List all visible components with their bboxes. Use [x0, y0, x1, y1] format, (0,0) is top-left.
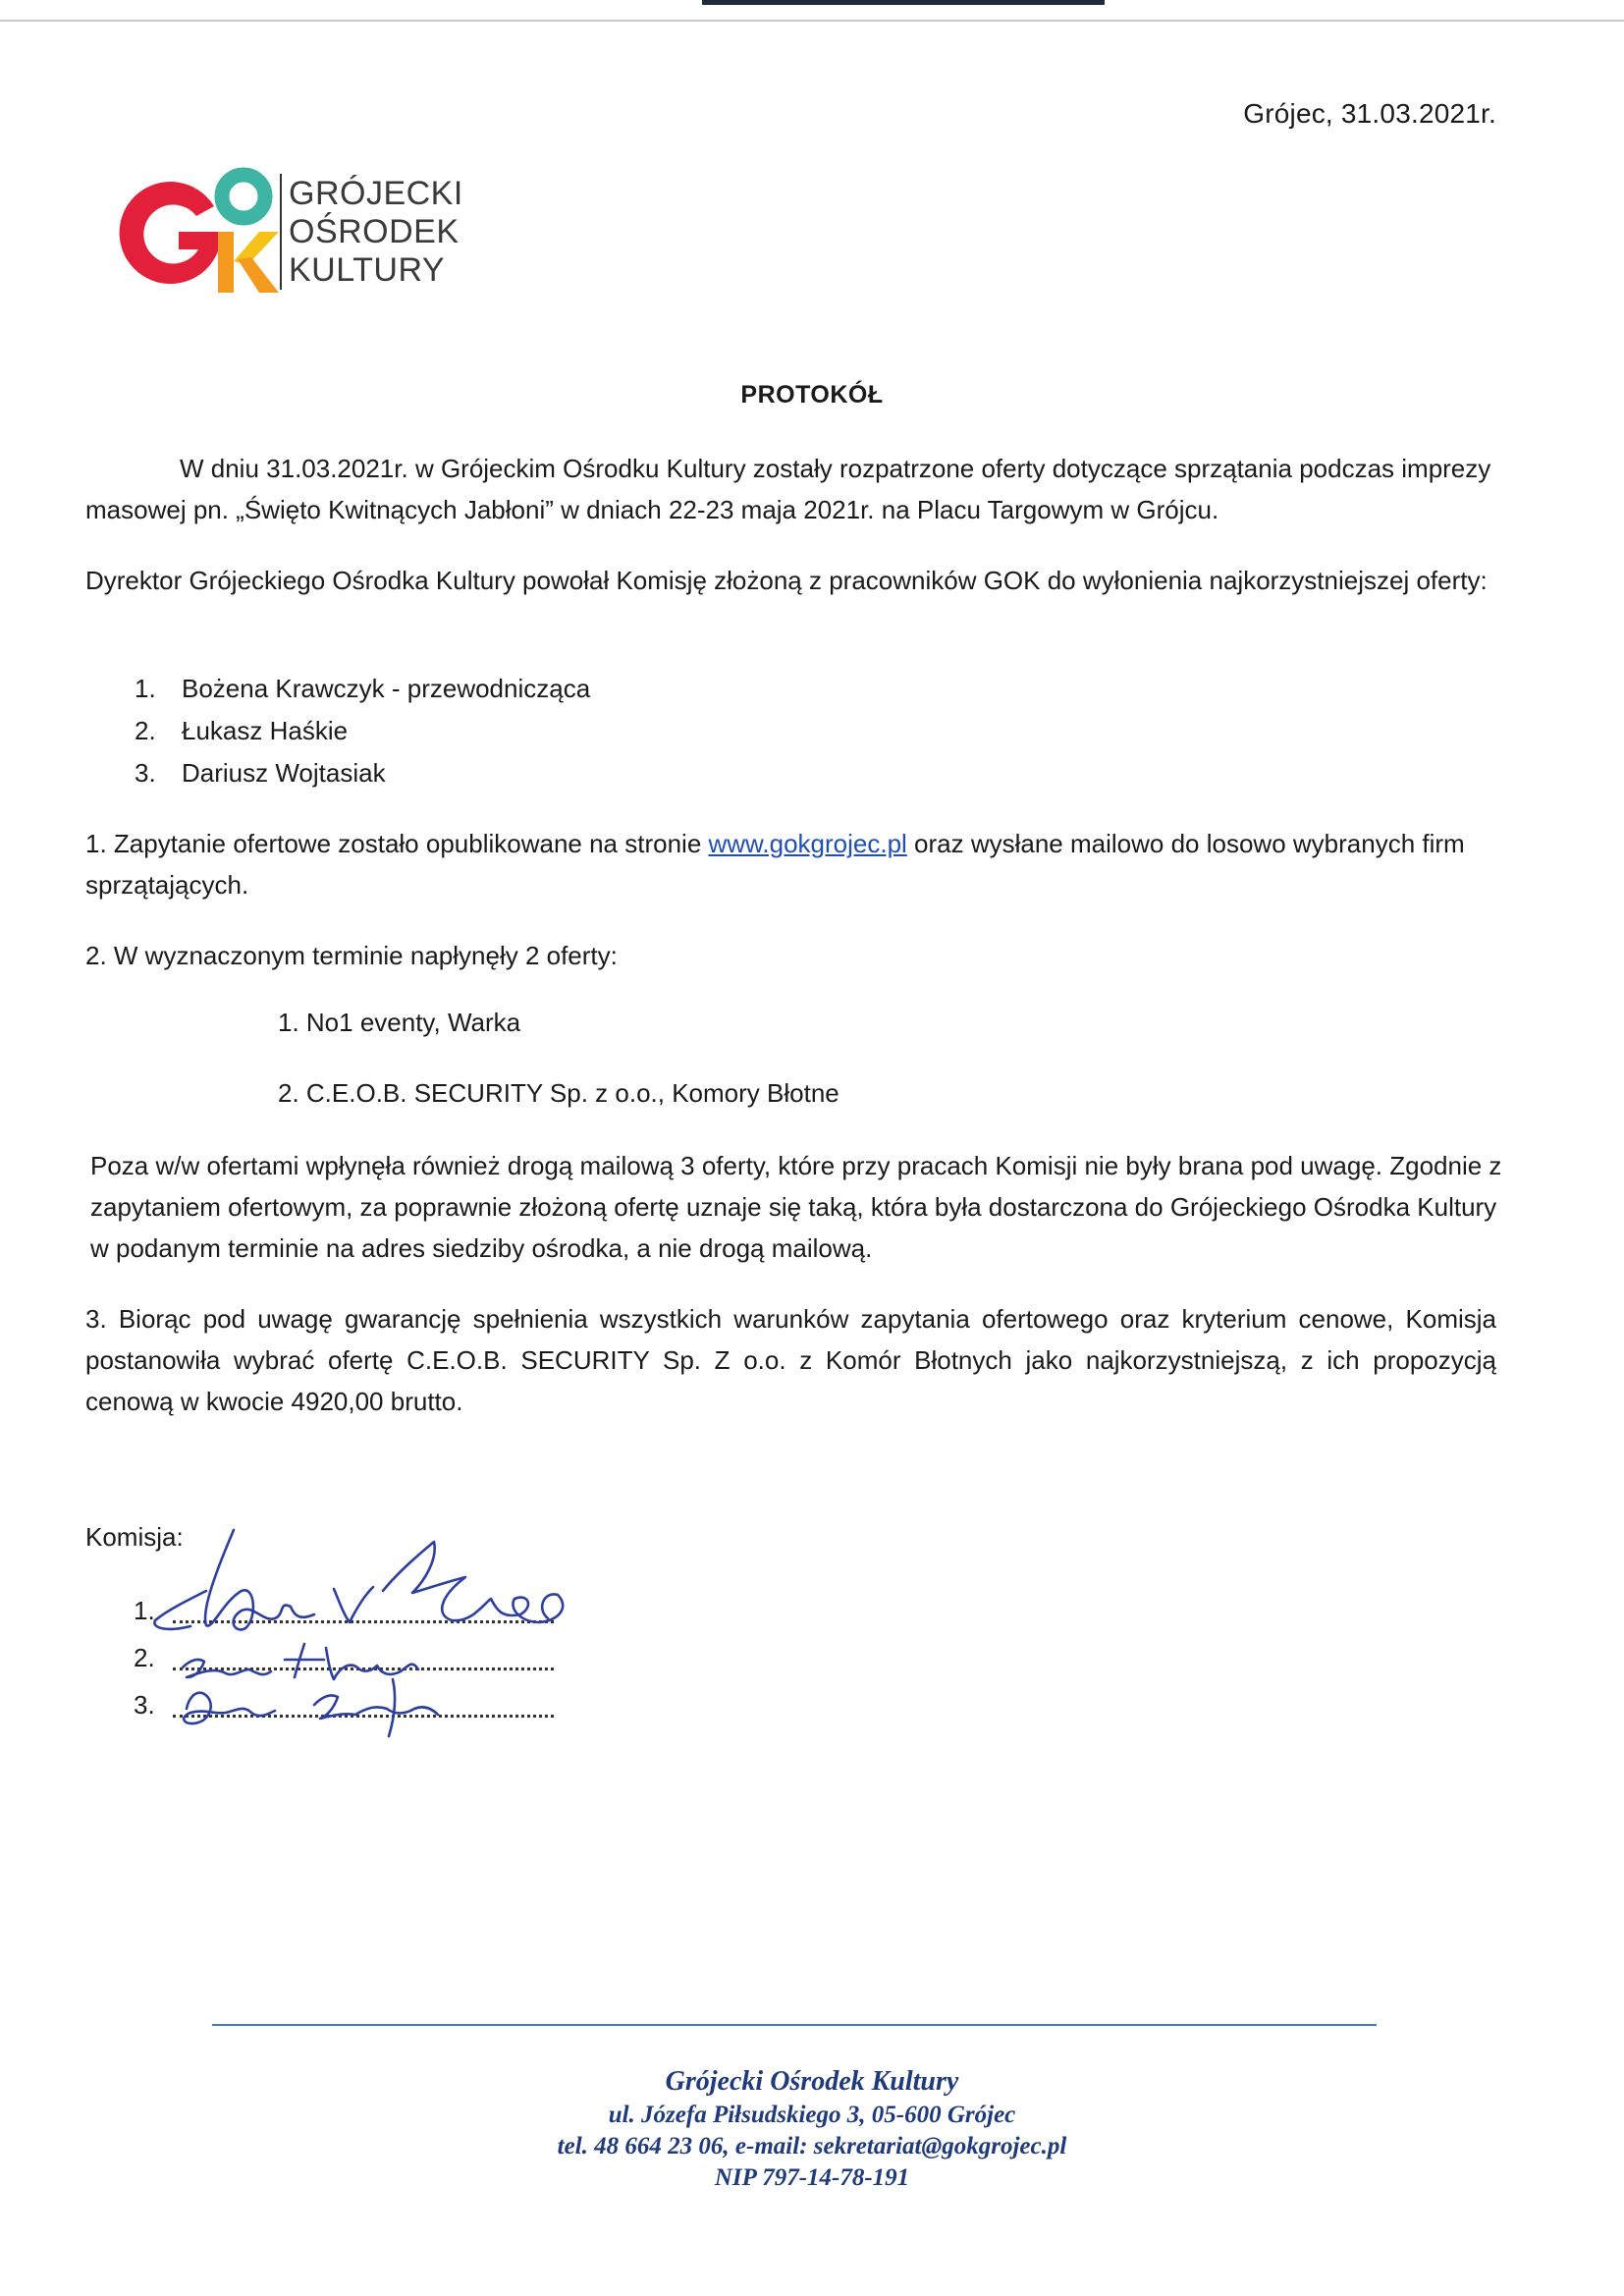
list-item: 2. C.E.O.B. SECURITY Sp. z o.o., Komory Błotne: [278, 1078, 839, 1108]
footer-address: ul. Józefa Piłsudskiego 3, 05-600 Grójec: [608, 2102, 1016, 2128]
handwritten-signatures-icon: [147, 1512, 638, 1738]
footer-org-name: Grójecki Ośrodek Kultury: [665, 2066, 959, 2097]
logo-divider: [280, 174, 282, 290]
intro-paragraph: W dniu 31.03.2021r. w Grójeckim Ośrodku Kultury zostały rozpatrzone oferty dotyczące sprzątania podczas imprezy masowej pn. „Święto Kwitnących Jabłoni” w dniach 22-23 maja 2021r. na Placu Targowym w Grójcu.: [85, 454, 1491, 524]
committee-label: Komisja:: [85, 1522, 184, 1552]
list-item: 2. Łukasz Haśkie: [135, 716, 349, 745]
footer-nip: NIP 797-14-78-191: [714, 2164, 910, 2191]
email-offers-paragraph: Poza w/w ofertami wpłynęła również drogą mailową 3 oferty, które przy pracach Komisji nie były brana pod uwagę. Zgodnie z zapytaniem ofertowym, za poprawnie złożoną ofertę uznaje się taką, która była dostarczona do Grójeckiego Ośrodka Kultury w podanym terminie na adres siedziby ośrodka, a nie drogą mailową.: [90, 1151, 1502, 1263]
logo-line-2: OŚRODEK: [289, 213, 460, 250]
footer-divider: [212, 2024, 1377, 2026]
gok-website-link[interactable]: www.gokgrojec.pl: [708, 829, 907, 858]
footer-contact: tel. 48 664 23 06, e-mail: sekretariat@gokgrojec.pl: [557, 2133, 1067, 2159]
document-title: PROTOKÓŁ: [740, 381, 884, 409]
point-2-paragraph: 2. W wyznaczonym terminie napłynęły 2 oferty:: [85, 941, 618, 970]
offers-list: [278, 1002, 1162, 1143]
logo-line-1: GRÓJECKI: [289, 175, 463, 212]
committee-paragraph: Dyrektor Grójeckiego Ośrodka Kultury powołał Komisję złożoną z pracowników GOK do wyłonienia najkorzystniejszej oferty:: [85, 566, 1488, 595]
point-3-paragraph: 3. Biorąc pod uwagę gwarancję spełnienia wszystkich warunków zapytania ofertowego oraz kryterium cenowe, Komisja postanowiła wybrać ofertę C.E.O.B. SECURITY Sp. Z o.o. z Komór Błotnych jako najkorzystniejszą, z ich propozycją cenową w kwocie 4920,00 brutto.: [85, 1304, 1496, 1416]
gok-logo-mark-icon: [116, 167, 283, 300]
point-1-paragraph: 1. Zapytanie ofertowe zostało opublikowane na stronie www.gokgrojec.pl oraz wysłane mailowo do losowo wybranych firm sprzątających.: [85, 829, 1465, 900]
list-item: 3. Dariusz Wojtasiak: [135, 758, 386, 788]
list-item: 1. Bożena Krawczyk - przewodnicząca: [135, 674, 591, 703]
logo-wordmark: [289, 175, 463, 290]
gok-logo: [116, 167, 463, 300]
list-item: 1. No1 eventy, Warka: [278, 1008, 521, 1037]
logo-line-3: KULTURY: [289, 251, 446, 289]
committee-members-list: [85, 668, 1499, 794]
scan-edge-mark: [702, 0, 1105, 5]
scan-edge-line: [0, 20, 1624, 22]
footer-address-block: [0, 2064, 1624, 2194]
document-date: Grójec, 31.03.2021r.: [1243, 98, 1496, 129]
